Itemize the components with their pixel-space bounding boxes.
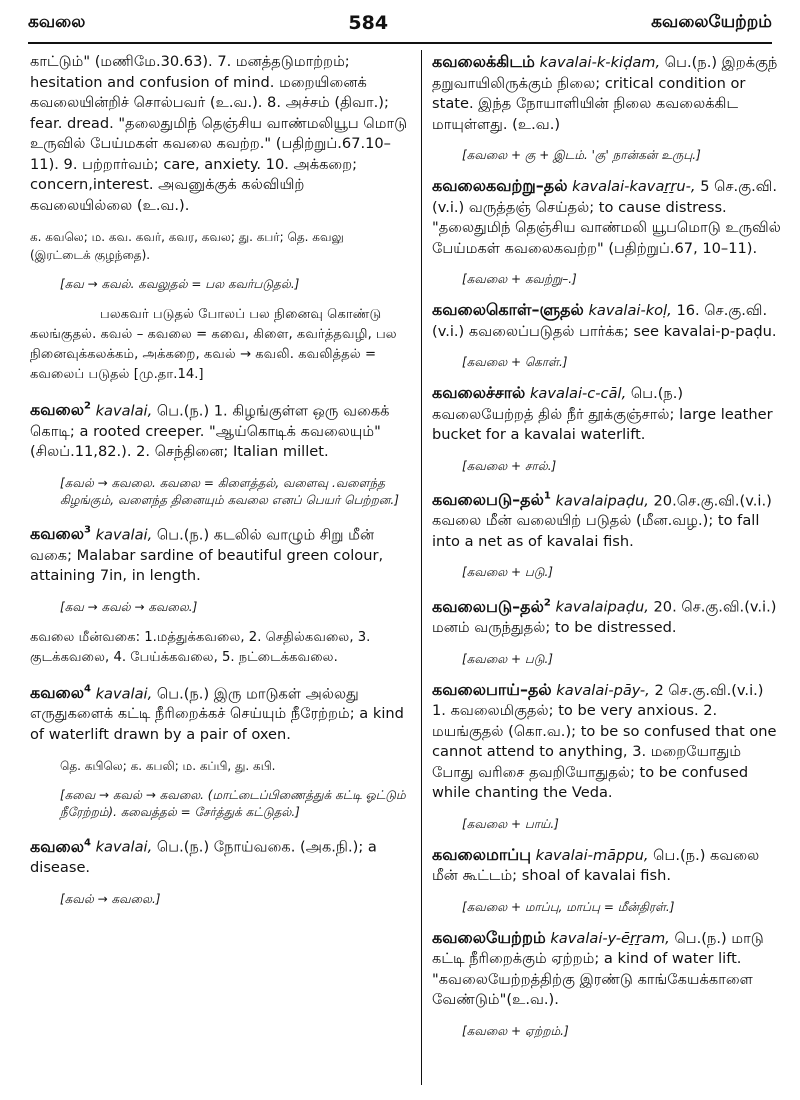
header-rule bbox=[28, 42, 772, 44]
etymology: [கவல் → கவலை.] bbox=[60, 891, 161, 906]
headword: கவலைபாய்–தல் bbox=[432, 679, 552, 699]
transliteration: kavalai, bbox=[95, 402, 153, 420]
transliteration: kavalai, bbox=[95, 684, 153, 702]
definition: 5 செ.கு.வி. (v.i.) வருத்தஞ் செய்தல்; to cause distress. "தலைதுமிந் தெஞ்சிய வாண்மலி யூபமொடு உருவில் பேய்மகள் கவலைகவற்ற" (பதிற்றுப்.67, 10–11). bbox=[432, 178, 781, 257]
transliteration: kavalai, bbox=[95, 838, 153, 856]
etymology: [கவலை + கவற்று–.] bbox=[462, 272, 577, 286]
etymology: [கவலை + கு + இடம். 'கு' நான்கன் உருபு.] bbox=[462, 148, 701, 162]
entry bbox=[432, 680, 782, 804]
transliteration: kavalai-pāy-, bbox=[556, 681, 650, 699]
definition: 2 செ.கு.வி.(v.i.) 1. கவலைமிகுதல்; to be very anxious. 2. மயங்குதல் (கொ.வ.); to be so confused that one cannot attend to anything, 3. மறையோதும் போது வரிசை தவறியோதுதல்; to be confused while chanting the Veda. bbox=[432, 681, 777, 802]
etymology: [கவலை + பாய்.] bbox=[462, 816, 559, 831]
left-column bbox=[30, 52, 408, 920]
etymology: [கவல் → கவலை. கவலை = கிளைத்தல், வளைவு .வளைந்த கிழங்கும், வளைந்த தினையும் கவலை எனப் பெயர் பெற்றன.] bbox=[60, 475, 399, 507]
headword: கவலைபடு–தல்$^1$ bbox=[432, 489, 551, 509]
headword: கவலைமாப்பு bbox=[432, 844, 532, 864]
cognates: தெ. கபிலெ; க. கபலி; ம. கப்பி, து. கபி. bbox=[60, 759, 276, 774]
headword: கவலைகவற்று–தல் bbox=[432, 176, 568, 195]
usage-note: கவலை மீன்வகை: 1.மத்துக்கவலை, 2. செதில்கவலை, 3. குடக்கவலை, 4. பேய்க்கவலை, 5. நட்டைக்கவலை. bbox=[30, 629, 371, 665]
right-column bbox=[432, 52, 782, 1052]
etymology: [கவ → கவல். கவலுதல் = பல கவர்படுதல்.] bbox=[60, 277, 300, 291]
entry bbox=[30, 397, 408, 463]
headword: கவலைக்கிடம் bbox=[432, 52, 535, 71]
definition: பெ.(ந.) இரு மாடுகள் அல்லது எருதுகளைக் கட்டி நீரிறைக்கச் செய்யும் நீரேற்றம்; a kind of waterlift drawn by a pair of oxen. bbox=[30, 684, 404, 743]
entry bbox=[432, 176, 782, 259]
page-number: 584 bbox=[348, 12, 389, 34]
transliteration: kavalai-c-cāl, bbox=[529, 385, 627, 402]
cognates: க. கவலெ; ம. கவ. கவர், கவர, கவல; து. கபர்; தெ. கவலு (இரட்டைக் குழந்தை). bbox=[30, 230, 344, 262]
entry bbox=[432, 593, 782, 638]
definition: பெ.(ந.) நோய்வகை. (அக.நி.); a disease. bbox=[30, 838, 377, 877]
header-left-guideword: கவலை bbox=[28, 12, 86, 32]
definition: பெ.(ந.) மாடு கட்டி நீரிறைக்கும் ஏற்றம்; a kind of water lift. "கவலையேற்றத்திற்கு இரண்டு காங்கேயக்காளை வேண்டும்"(உ.வ.). bbox=[432, 929, 764, 1009]
etymology: [கவலை + சால்.] bbox=[462, 458, 557, 473]
headword: கவலை$^4$ bbox=[30, 836, 91, 856]
header-right-guideword: கவலையேற்றம் bbox=[651, 12, 772, 32]
entry bbox=[432, 52, 782, 135]
headword: கவலை$^3$ bbox=[30, 524, 91, 544]
transliteration: kavalai-māppu, bbox=[535, 846, 649, 864]
definition: பெ.(ந.) 1. கிழங்குள்ள ஒரு வகைக் கொடி; a rooted creeper. "ஆய்கொடிக் கவலையும்" (சிலப்.11,82.). 2. செந்தினை; Italian millet. bbox=[30, 402, 390, 461]
transliteration: kavalai, bbox=[95, 526, 153, 544]
definition: பெ.(ந.) கடலில் வாழும் சிறு மீன் வகை; Malabar sardine of beautiful green colour, attaining 7in, in length. bbox=[30, 526, 384, 585]
etymology-note: பலகவர் படுதல் போலப் பல நினைவு கொண்டு கலங்குதல். கவல் – கவலை = கவை, கிளை, கவர்த்தவழி, பல நினைவுக்கலக்கம், அக்கறை, கவல் → கவலி. கவலித்தல் = கவலைப் படுதல் [மு.தா.14.] bbox=[30, 307, 397, 382]
etymology: [கவலை + மாப்பு, மாப்பு = மீன்திரள்.] bbox=[462, 899, 675, 914]
etymology: [கவ → கவல் → கவலை.] bbox=[60, 599, 198, 614]
definition: பெ.(ந.) கவலை மீன் கூட்டம்; shoal of kavalai fish. bbox=[432, 846, 760, 885]
transliteration: kavalai-koḷ, bbox=[588, 302, 672, 319]
continued-entry: காட்டும்" (மணிமே.30.63). 7. மனத்தடுமாற்றம்; hesitation and confusion of mind. மறையினைக் கவலையின்றிச் சொல்பவர் (உ.வ.). 8. அச்சம் (திவா.); fear. dread. "தலைதுமிந் தெஞ்சிய வாண்மலியூப மொடு உருவில் பேய்மகள் கவலை கவற்ற." (பதிற்றுப்.67.10–11). 9. பற்றார்வம்; care, anxiety. 10. அக்கறை; concern,interest. அவனுக்குக் கல்வியிற் கவலையில்லை (உ.வ.). bbox=[30, 53, 408, 214]
etymology: [கவலை + படு.] bbox=[462, 651, 553, 666]
headword: கவலைகொள்–ளுதல் bbox=[432, 300, 584, 319]
transliteration: kavalai-y-ēṟṟam, bbox=[550, 929, 670, 947]
headword: கவலை$^2$ bbox=[30, 400, 91, 420]
definition: பெ.(ந.) இறக்குந் தறுவாயிலிருக்கும் நிலை; critical condition or state. இந்த நோயாளியின் நிலை கவலைக்கிட மாயுள்ளது. (உ.வ.) bbox=[432, 54, 778, 133]
entry bbox=[432, 383, 782, 446]
transliteration: kavalai-kavaṟṟu-, bbox=[572, 178, 696, 195]
definition: பெ.(ந.) கவலையேற்றத் தில் நீர் தூக்குஞ்சால்; large leather bucket for a kavalai waterlift. bbox=[432, 385, 773, 443]
entry bbox=[432, 487, 782, 553]
entry bbox=[432, 845, 782, 887]
etymology: [கவலை + கொள்.] bbox=[462, 355, 568, 369]
transliteration: kavalaipaḍu, bbox=[555, 491, 649, 509]
transliteration: kavalaipaḍu, bbox=[555, 598, 649, 616]
entry bbox=[432, 300, 782, 342]
headword: கவலையேற்றம் bbox=[432, 927, 546, 947]
page-header bbox=[28, 8, 772, 38]
entry bbox=[30, 521, 408, 587]
headword: கவலை$^4$ bbox=[30, 682, 91, 702]
etymology: [கவலை + ஏற்றம்.] bbox=[462, 1023, 569, 1038]
definition: 20.செ.கு.வி.(v.i.) கவலை மீன் வலையிற் படுதல் (மீன.வழ.); to fall into a net as of kavalai fish. bbox=[432, 491, 772, 550]
etymology: [கவை → கவல் → கவலை. (மாட்டைப்பிணைத்துக் கட்டி ஓட்டும் நீரேற்றம்). கவைத்தல் = சேர்த்துக் கட்டுதல்.] bbox=[60, 788, 406, 820]
entry bbox=[30, 680, 408, 746]
entry bbox=[432, 928, 782, 1011]
entry bbox=[30, 833, 408, 878]
column-divider bbox=[421, 50, 422, 1085]
headword: கவலைபடு–தல்$^2$ bbox=[432, 596, 551, 616]
etymology: [கவலை + படு.] bbox=[462, 565, 553, 580]
transliteration: kavalai-k-kiḍam, bbox=[539, 54, 661, 71]
definition: 20. செ.கு.வி.(v.i.) மனம் வருந்துதல்; to be distressed. bbox=[432, 598, 777, 637]
headword: கவலைச்சால் bbox=[432, 383, 526, 402]
definition: 16. செ.கு.வி.(v.i.) கவலைப்படுதல் பார்க்க; see kavalai-p-paḍu. bbox=[432, 302, 777, 340]
